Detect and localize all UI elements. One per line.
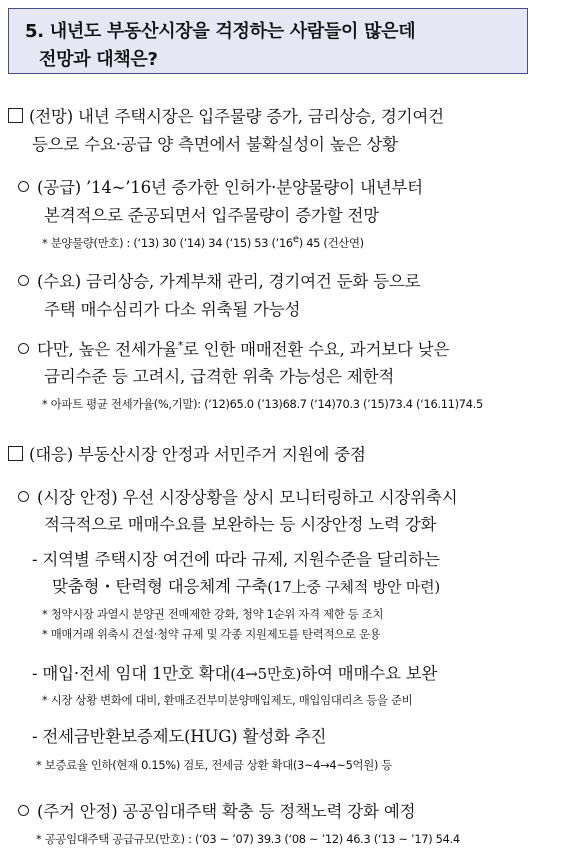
public-rental-supply-note: * 공공임대주택 공급규모(만호) : (‘03 ~ ’07) 39.3 (‘08 ~ ’12) 46.3 (‘13 ~ ’17) 54.4: [36, 832, 460, 846]
demand-item: (수요) 금리상승, 가계부채 관리, 경기여건 둔화 등으로: [18, 268, 420, 292]
section-heading-outlook: (전망) 내년 주택시장은 입주물량 증가, 금리상승, 경기여건: [8, 103, 444, 127]
deposit-guarantee-item: - 전세금반환보증제도(HUG) 활성화 추진: [32, 727, 327, 746]
question-title-line-1: 5. 내년도 부동산시장을 걱정하는 사람들이 많은데: [25, 21, 416, 42]
checkbox-bullet-icon: [8, 446, 23, 461]
circle-bullet-icon: [18, 805, 29, 816]
contraction-note: * 매매거래 위축시 건설·청약 규제 및 각종 지원제도를 탄력적으로 운용: [42, 627, 381, 641]
circle-bullet-icon: [18, 275, 29, 286]
supply-note: * 분양물량(만호) : (‘13) 30 (’14) 34 (‘15) 53 (’16e) 45 (건산연): [42, 234, 364, 250]
regional-response-item-cont: 맞춤형・탄력형 대응체계 구축(17上중 구체적 방안 마련): [52, 577, 441, 596]
checkbox-bullet-icon: [8, 108, 23, 123]
jeonse-ratio-note: * 아파트 평균 전세가율(%,기말): (‘12)65.0 (’13)68.7 (‘14)70.3 (’15)73.4 (‘16.11)74.5: [42, 397, 483, 411]
however-item-cont: 금리수준 등 고려시, 급격한 위축 가능성은 제한적: [44, 367, 395, 386]
demand-item-cont: 주택 매수심리가 다소 위축될 가능성: [44, 300, 301, 319]
supply-item-cont: 본격적으로 준공되면서 입주물량이 증가할 전망: [44, 206, 379, 225]
however-item: 다만, 높은 전세가율*로 인한 매매전환 수요, 과거보다 낮은: [18, 336, 449, 360]
overheat-note: * 청약시장 과열시 분양권 전매제한 강화, 청약 1순위 자격 제한 등 조치: [42, 607, 384, 621]
housing-stability-item: (주거 안정) 공공임대주택 확충 등 정책노력 강화 예정: [18, 798, 415, 822]
circle-bullet-icon: [18, 181, 29, 192]
question-title-line-2: 전망과 대책은?: [39, 49, 158, 70]
market-change-note: * 시장 상황 변화에 대비, 환매조건부미분양매입제도, 매입임대리츠 등을 준비: [42, 693, 413, 707]
market-stability-item-cont: 적극적으로 매매수요를 보완하는 등 시장안정 노력 강화: [44, 515, 437, 534]
supply-item: (공급) ’14~’16년 증가한 인허가·분양물량이 내년부터: [18, 174, 423, 198]
circle-bullet-icon: [18, 491, 29, 502]
regional-response-item: - 지역별 주택시장 여건에 따라 규제, 지원수준을 달리하는: [32, 550, 440, 569]
section-heading-outlook-cont: 등으로 수요·공급 양 측면에서 불확실성이 높은 상황: [32, 135, 398, 154]
market-stability-item: (시장 안정) 우선 시장상황을 상시 모니터링하고 시장위축시: [18, 484, 457, 508]
rental-expansion-item: - 매입·전세 임대 1만호 확대(4→5만호)하여 매매수요 보완: [32, 664, 438, 683]
guarantee-fee-note: * 보증료율 인하(현재 0.15%) 검토, 전세금 상환 확대(3~4→4~5억원) 등: [36, 758, 393, 772]
question-title-box: [8, 8, 528, 74]
circle-bullet-icon: [18, 343, 29, 354]
section-heading-response: (대응) 부동산시장 안정과 서민주거 지원에 중점: [8, 441, 366, 465]
